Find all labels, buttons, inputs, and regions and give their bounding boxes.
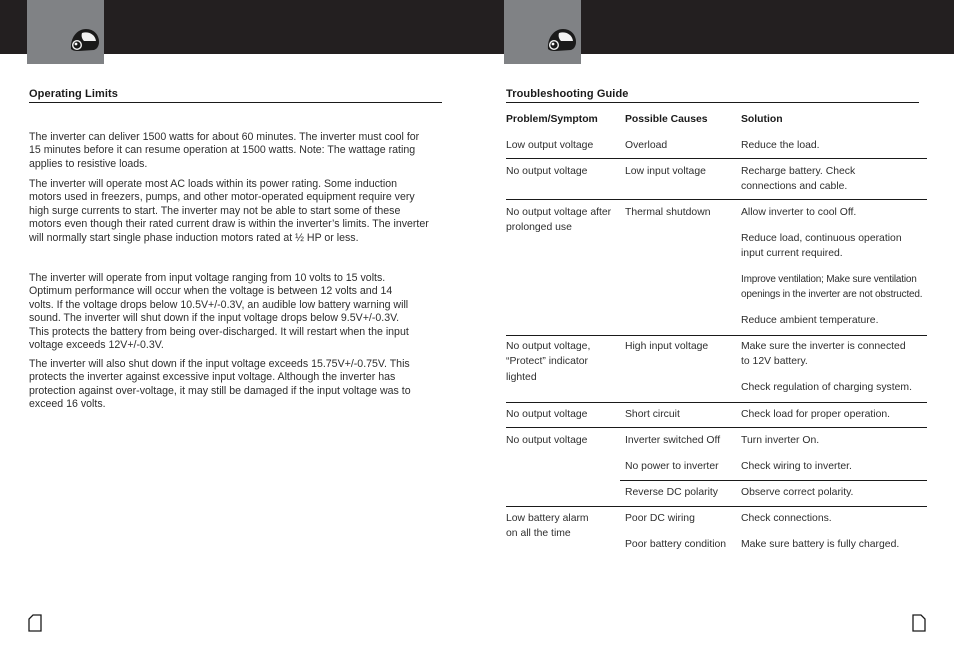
column-header-solution: Solution — [741, 114, 783, 125]
chapter-tab-right — [504, 0, 581, 64]
page-corner-icon-left — [28, 614, 42, 632]
row1-problem: Low output voltage — [506, 140, 594, 151]
paragraph-induction-motors: The inverter will operate most AC loads within its power rating. Some induction motors used in freezers, pumps, and other motor-operated equipment require very high surge currents to start. The inverter may not be able to start some of these motors even though their rated current draw is within the inverter’s limits. The inverter will normally start single phase induction motors rated at ½ HP or less. — [29, 178, 429, 244]
row-divider — [506, 427, 927, 428]
row-divider — [506, 402, 927, 403]
column-header-causes: Possible Causes — [625, 114, 708, 125]
row3-solution-2-line2: input current required. — [741, 248, 843, 259]
row4-problem-line3: lighted — [506, 372, 537, 383]
row7-cause-1: Poor DC wiring — [625, 513, 695, 524]
row6-problem: No output voltage — [506, 435, 588, 446]
row1-cause: Overload — [625, 140, 668, 151]
row7-problem-line1: Low battery alarm — [506, 513, 589, 524]
row5-cause: Short circuit — [625, 409, 680, 420]
row3-solution-2-line1: Reduce load, continuous operation — [741, 233, 902, 244]
row2-solution-line2: connections and cable. — [741, 181, 848, 192]
row1-solution: Reduce the load. — [741, 140, 820, 151]
page-corner-icon-right — [912, 614, 926, 632]
row6-cause-2: No power to inverter — [625, 461, 719, 472]
section-title-troubleshooting: Troubleshooting Guide — [506, 88, 629, 100]
row6-cause-3: Reverse DC polarity — [625, 487, 718, 498]
row3-problem-line1: No output voltage after — [506, 207, 612, 218]
row4-problem-line1: No output voltage, — [506, 341, 591, 352]
row3-solution-1: Allow inverter to cool Off. — [741, 207, 857, 218]
row4-problem-line2: “Protect” indicator — [506, 356, 588, 367]
row4-cause: High input voltage — [625, 341, 709, 352]
row2-problem: No output voltage — [506, 166, 588, 177]
row4-solution-1-line1: Make sure the inverter is connected — [741, 341, 906, 352]
section-rule-left — [29, 102, 442, 103]
row6-solution-3: Observe correct polarity. — [741, 487, 854, 498]
paragraph-power-rating: The inverter can deliver 1500 watts for about 60 minutes. The inverter must cool for 15 minutes before it can resume operation at 1500 watts. Note: The wattage rating applies to resistive loads. — [29, 131, 420, 170]
row3-solution-3-line2: openings in the inverter are not obstructed. — [741, 289, 923, 300]
paragraph-overvoltage: The inverter will also shut down if the input voltage exceeds 15.75V+/-0.75V. This protects the inverter against excessive input voltage. Although the inverter has protection against over-voltage, it may still be damaged if the input voltage was to exceed 16 volts. — [29, 358, 411, 411]
paragraph-input-voltage: The inverter will operate from input voltage ranging from 10 volts to 15 volts. Optimum performance will occur when the voltage is between 12 volts and 14 volts. If the voltage drops below 10.5V+/-0.3V, an audible low battery warning will sound. The inverter will shut down if the input voltage drops below 9.5V+/-0.3V. This protects the battery from being over-discharged. It will restart when the input voltage exceeds 12V+/-0.3V. — [29, 272, 409, 352]
row-divider — [506, 506, 927, 507]
helmet-logo-icon — [544, 24, 578, 54]
helmet-logo-icon — [67, 24, 101, 54]
row3-solution-3-line1: Improve ventilation; Make sure ventilation — [741, 274, 917, 285]
chapter-tab-left — [27, 0, 104, 64]
row7-problem-line2: on all the time — [506, 528, 571, 539]
row7-solution-2: Make sure battery is fully charged. — [741, 539, 900, 550]
row-divider — [506, 335, 927, 336]
row7-cause-2: Poor battery condition — [625, 539, 727, 550]
row-divider-partial — [620, 480, 927, 481]
row-divider — [506, 158, 927, 159]
row7-solution-1: Check connections. — [741, 513, 832, 524]
row2-cause: Low input voltage — [625, 166, 706, 177]
row3-cause: Thermal shutdown — [625, 207, 711, 218]
row4-solution-2: Check regulation of charging system. — [741, 382, 912, 393]
row-divider — [506, 199, 927, 200]
row3-solution-4: Reduce ambient temperature. — [741, 315, 879, 326]
column-header-problem: Problem/Symptom — [506, 114, 598, 125]
row6-solution-1: Turn inverter On. — [741, 435, 820, 446]
section-rule-right — [506, 102, 919, 103]
row6-solution-2: Check wiring to inverter. — [741, 461, 852, 472]
row5-problem: No output voltage — [506, 409, 588, 420]
row3-problem-line2: prolonged use — [506, 222, 572, 233]
row5-solution: Check load for proper operation. — [741, 409, 891, 420]
row6-cause-1: Inverter switched Off — [625, 435, 721, 446]
row2-solution-line1: Recharge battery. Check — [741, 166, 856, 177]
row4-solution-1-line2: to 12V battery. — [741, 356, 808, 367]
section-title-operating-limits: Operating Limits — [29, 88, 118, 100]
